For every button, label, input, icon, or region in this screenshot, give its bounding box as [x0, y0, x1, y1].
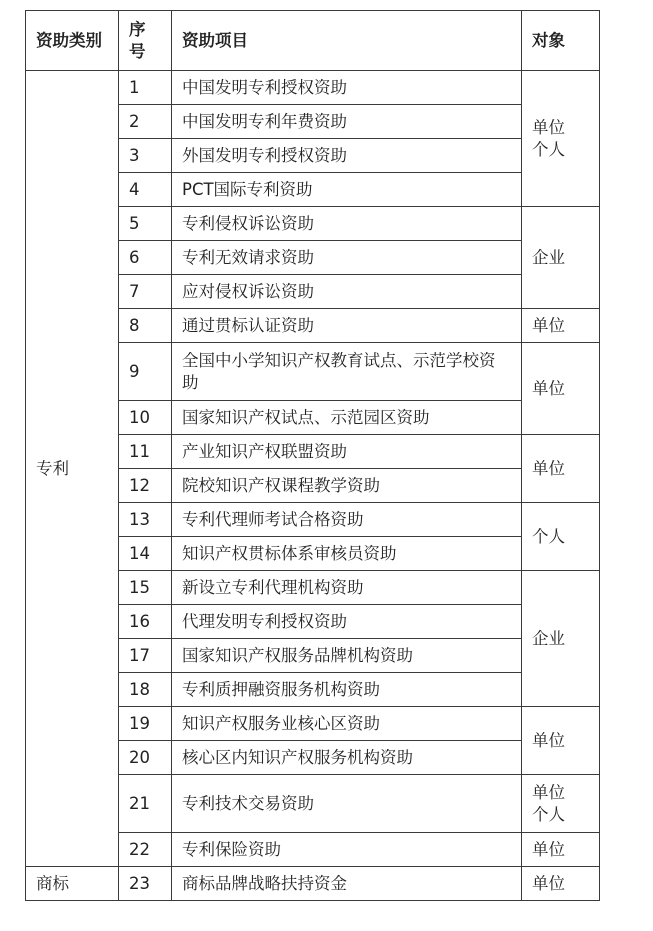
subsidy-table — [25, 10, 600, 901]
row-no: 16 — [119, 605, 172, 639]
row-no: 21 — [119, 775, 172, 833]
row-no: 9 — [119, 343, 172, 401]
row-no: 17 — [119, 639, 172, 673]
target-cell: 单位 — [522, 707, 600, 775]
row-no: 18 — [119, 673, 172, 707]
target-cell — [522, 71, 600, 207]
target-cell: 单位 — [522, 435, 600, 503]
row-no: 15 — [119, 571, 172, 605]
row-item: 新设立专利代理机构资助 — [172, 571, 522, 605]
row-item: 商标品牌战略扶持资金 — [172, 867, 522, 901]
row-item: 核心区内知识产权服务机构资助 — [172, 741, 522, 775]
target-cell: 单位 — [522, 309, 600, 343]
row-no: 13 — [119, 503, 172, 537]
row-no: 3 — [119, 139, 172, 173]
row-no: 23 — [119, 867, 172, 901]
row-item: 知识产权服务业核心区资助 — [172, 707, 522, 741]
target-cell: 单位 — [522, 343, 600, 435]
row-item: 国家知识产权试点、示范园区资助 — [172, 401, 522, 435]
table-row — [26, 71, 600, 105]
target-cell: 企业 — [522, 571, 600, 707]
row-no: 5 — [119, 207, 172, 241]
target-line: 个人 — [532, 139, 565, 159]
table-row — [26, 867, 600, 901]
row-item: 应对侵权诉讼资助 — [172, 275, 522, 309]
row-no: 11 — [119, 435, 172, 469]
row-no: 7 — [119, 275, 172, 309]
row-item: 知识产权贯标体系审核员资助 — [172, 537, 522, 571]
row-no: 20 — [119, 741, 172, 775]
row-item: 通过贯标认证资助 — [172, 309, 522, 343]
target-line: 单位 — [532, 117, 565, 137]
row-item: PCT国际专利资助 — [172, 173, 522, 207]
header-category: 资助类别 — [26, 11, 119, 71]
row-item: 全国中小学知识产权教育试点、示范学校资助 — [172, 343, 522, 401]
header-target: 对象 — [522, 11, 600, 71]
row-no: 4 — [119, 173, 172, 207]
row-item: 专利侵权诉讼资助 — [172, 207, 522, 241]
row-item: 专利质押融资服务机构资助 — [172, 673, 522, 707]
header-row — [26, 11, 600, 71]
row-no: 1 — [119, 71, 172, 105]
header-no: 序号 — [119, 11, 172, 71]
target-cell: 企业 — [522, 207, 600, 309]
row-no: 12 — [119, 469, 172, 503]
row-no: 14 — [119, 537, 172, 571]
target-cell: 单位 — [522, 833, 600, 867]
target-cell — [522, 775, 600, 833]
row-item: 国家知识产权服务品牌机构资助 — [172, 639, 522, 673]
row-item: 产业知识产权联盟资助 — [172, 435, 522, 469]
row-item: 院校知识产权课程教学资助 — [172, 469, 522, 503]
row-item: 代理发明专利授权资助 — [172, 605, 522, 639]
target-line: 单位 — [532, 782, 565, 802]
target-line: 个人 — [532, 804, 565, 824]
row-item: 专利保险资助 — [172, 833, 522, 867]
row-item: 专利代理师考试合格资助 — [172, 503, 522, 537]
row-no: 19 — [119, 707, 172, 741]
row-item: 中国发明专利年费资助 — [172, 105, 522, 139]
header-item: 资助项目 — [172, 11, 522, 71]
row-no: 2 — [119, 105, 172, 139]
row-item: 中国发明专利授权资助 — [172, 71, 522, 105]
row-no: 10 — [119, 401, 172, 435]
target-cell: 单位 — [522, 867, 600, 901]
target-cell: 个人 — [522, 503, 600, 571]
row-no: 8 — [119, 309, 172, 343]
row-no: 6 — [119, 241, 172, 275]
row-no: 22 — [119, 833, 172, 867]
category-cell: 专利 — [26, 71, 119, 867]
row-item: 专利无效请求资助 — [172, 241, 522, 275]
category-cell: 商标 — [26, 867, 119, 901]
row-item: 外国发明专利授权资助 — [172, 139, 522, 173]
row-item: 专利技术交易资助 — [172, 775, 522, 833]
